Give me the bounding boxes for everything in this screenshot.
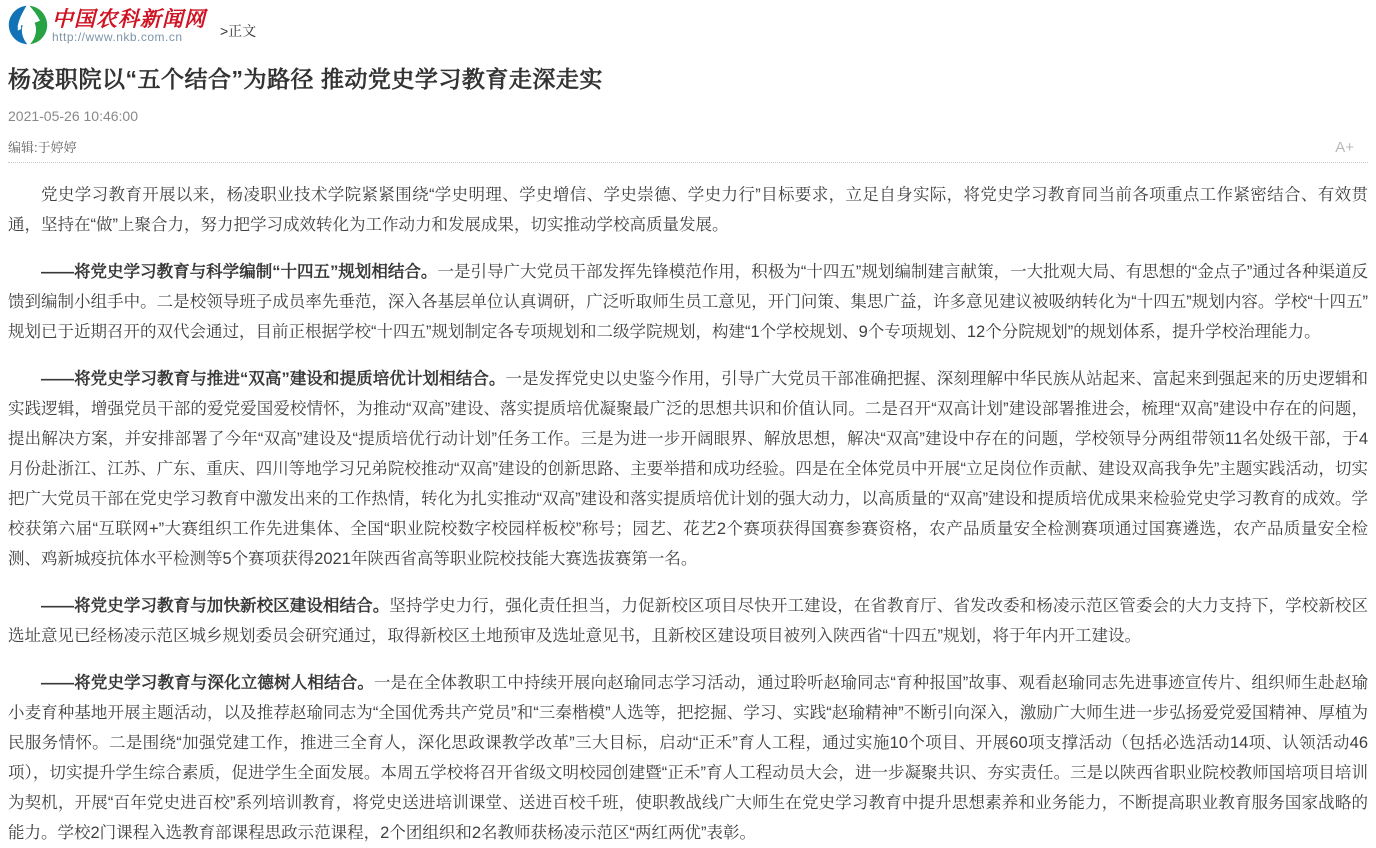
paragraph-lead: ——将党史学习教育与深化立德树人相结合。 [41, 674, 375, 692]
brand-url: http://www.nkb.com.cn [52, 29, 183, 44]
meta-row [8, 137, 1368, 163]
article-body [8, 180, 1368, 848]
brand-logo-icon [8, 5, 48, 45]
brand-name: 中国农科新闻网 [52, 5, 206, 31]
page-title: 杨凌职院以“五个结合”为路径 推动党史学习教育走深走实 [8, 66, 603, 92]
article-paragraph: ——将党史学习教育与加快新校区建设相结合。坚持学史力行，强化责任担当，力促新校区项目尽快开工建设，在省教育厅、省发改委和杨凌示范区管委会的大力支持下，学校新校区选址意见已经杨凌示范区城乡规划委员会研究通过，取得新校区土地预审及选址意见书，且新校区建设项目被列入陕西省“十四五”规划，将于年内开工建设。 [8, 597, 1369, 645]
breadcrumb[interactable]: >正文 [220, 23, 257, 39]
logo-text [52, 5, 206, 44]
paragraph-lead: ——将党史学习教育与推进“双高”建设和提质培优计划相结合。 [41, 370, 506, 388]
site-logo[interactable] [8, 5, 206, 45]
article-paragraph: ——将党史学习教育与科学编制“十四五”规划相结合。一是引导广大党员干部发挥先锋模范作用，积极为“十四五”规划编制建言献策，一大批观大局、有思想的“金点子”通过各种渠道反馈到编制小组手中。二是校领导班子成员率先垂范，深入各基层单位认真调研，广泛听取师生员工意见，开门问策、集思广益，许多意见建议被吸纳转化为“十四五”规划内容。学校“十四五”规划已于近期召开的双代会通过，目前正根据学校“十四五”规划制定各专项规划和二级学院规划，构建“1个学校规划、9个专项规划、12个分院规划”的规划体系，提升学校治理能力。 [8, 263, 1369, 341]
article-paragraph: ——将党史学习教育与深化立德树人相结合。一是在全体教职工中持续开展向赵瑜同志学习活动，通过聆听赵瑜同志“育种报国”故事、观看赵瑜同志先进事迹宣传片、组织师生赴赵瑜小麦育种基地开展主题活动，以及推荐赵瑜同志为“全国优秀共产党员”和“三秦楷模”人选等，把挖掘、学习、实践“赵瑜精神”不断引向深入，激励广大师生进一步弘扬爱党爱国精神、厚植为民服务情怀。二是围绕“加强党建工作，推进三全育人，深化思政课教学改革”三大目标，启动“正禾”育人工程，通过实施10个项目、开展60项支撑活动（包括必选活动14项、认领活动46项），切实提升学生综合素质，促进学生全面发展。本周五学校将召开省级文明校园创建暨“正禾”育人工程动员大会，进一步凝聚共识、夯实责任。三是以陕西省职业院校教师国培项目培训为契机，开展“百年党史进百校”系列培训教育，将党史送进培训课堂、送进百校千班，使职教战线广大师生在党史学习教育中提升思想素养和业务能力，不断提高职业教育服务国家战略的能力。学校2门课程入选教育部课程思政示范课程，2个团组织和2名教师获杨凌示范区“两红两优”表彰。 [8, 674, 1368, 842]
paragraph-lead: ——将党史学习教育与加快新校区建设相结合。 [41, 597, 390, 615]
article-paragraph: 党史学习教育开展以来，杨凌职业技术学院紧紧围绕“学史明理、学史增信、学史崇德、学史力行”目标要求，立足自身实际，将党史学习教育同当前各项重点工作紧密结合、有效贯通，坚持在“做”上聚合力，努力把学习成效转化为工作动力和发展成果，切实推动学校高质量发展。 [8, 186, 1368, 234]
editor-name: 编辑:于婷婷 [8, 140, 77, 155]
article-paragraph: ——将党史学习教育与推进“双高”建设和提质培优计划相结合。一是发挥党史以史鉴今作用，引导广大党员干部准确把握、深刻理解中华民族从站起来、富起来到强起来的历史逻辑和实践逻辑，增强党员干部的爱党爱国爱校情怀，为推动“双高”建设、落实提质培优凝聚最广泛的思想共识和价值认同。二是召开“双高计划”建设部署推进会，梳理“双高”建设中存在的问题，提出解决方案，并安排部署了今年“双高”建设及“提质培优行动计划”任务工作。三是为进一步开阔眼界、解放思想，解决“双高”建设中存在的问题，学校领导分两组带领11名处级干部，于4月份赴浙江、江苏、广东、重庆、四川等地学习兄弟院校推动“双高”建设的创新思路、主要举措和成功经验。四是在全体党员中开展“立足岗位作贡献、建设双高我争先”主题实践活动，切实把广大党员干部在党史学习教育中激发出来的工作热情，转化为扎实推动“双高”建设和落实提质培优计划的强大动力，以高质量的“双高”建设和提质培优成果来检验党史学习教育的成效。学校获第六届“互联网+”大赛组织工作先进集体、全国“职业院校数字校园样板校”称号；园艺、花艺2个赛项获得国赛参赛资格，农产品质量安全检测赛项通过国赛遴选，农产品质量安全检测、鸡新城疫抗体水平检测等5个赛项获得2021年陕西省高等职业院校技能大赛选拔赛第一名。 [8, 370, 1369, 568]
paragraph-lead: ——将党史学习教育与科学编制“十四五”规划相结合。 [41, 263, 438, 281]
font-size-increase-button[interactable]: A+ [1335, 139, 1354, 156]
publish-time: 2021-05-26 10:46:00 [8, 108, 138, 124]
site-header [8, 0, 1368, 45]
